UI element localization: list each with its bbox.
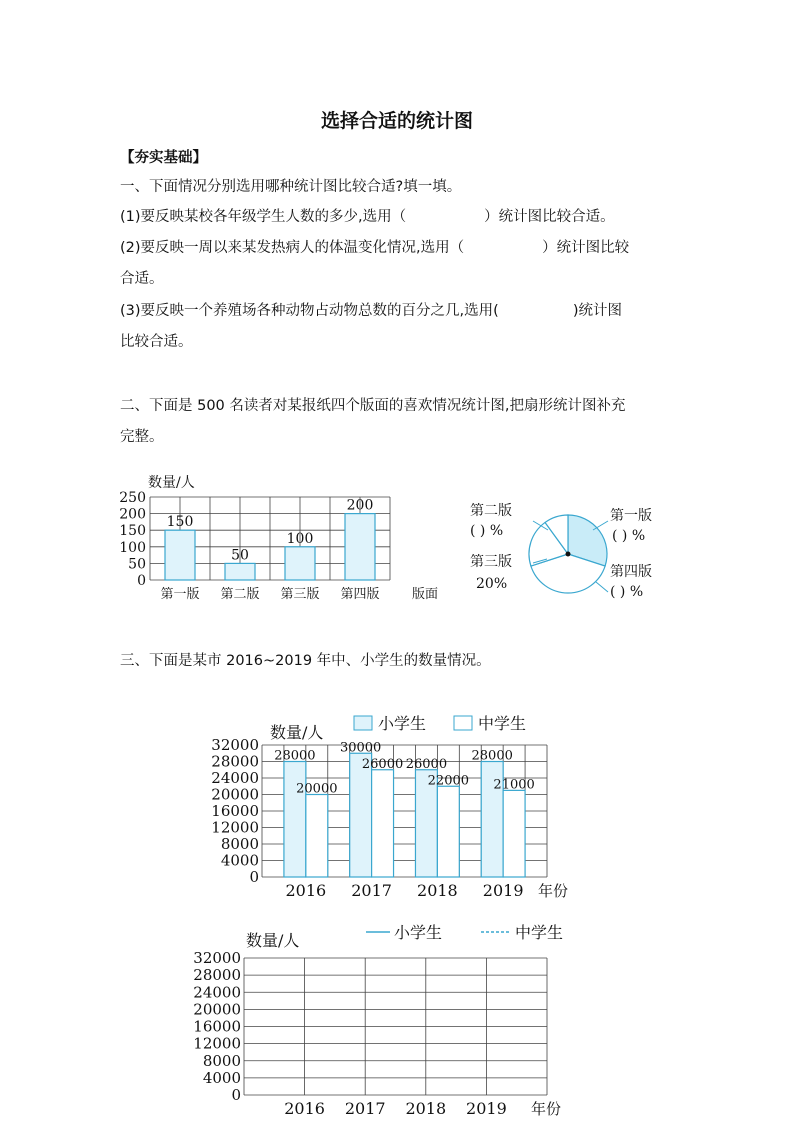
x-tick-label: 2018 [417,881,458,900]
y-tick-label: 0 [231,1086,241,1104]
q1-item-2-before: (2)要反映一周以来某发热病人的体温变化情况,选用（ [120,240,465,256]
y-tick-label: 8000 [220,835,259,853]
bar-value-label: 22000 [427,773,470,789]
bar-value-label: 150 [166,514,194,531]
y-tick-label: 8000 [202,1051,241,1070]
x-tick-label: 第一版 [160,587,200,602]
bar [437,786,459,877]
x-tick-label: 2019 [482,881,524,900]
y-tick-label: 100 [119,539,146,556]
q1-item-1-before: (1)要反映某校各年级学生人数的多少,选用（ [120,209,407,225]
chart4-xlabel: 年份 [531,1100,562,1118]
bar-value-label: 26000 [361,756,404,772]
bar [165,530,195,580]
legend-middle-label: 中学生 [478,714,527,733]
y-tick-label: 20000 [211,785,259,804]
q1-item-1-after: ）统计图比较合适。 [484,209,615,225]
x-tick-label: 第四版 [340,587,380,602]
x-tick-label: 第二版 [220,587,260,602]
students-line-chart [193,923,563,1118]
q1-item-3-before: (3)要反映一个养殖场各种动物占动物总数的百分之几,选用( [120,303,499,319]
chart3-ylabel: 数量/人 [270,723,324,742]
y-tick-label: 24000 [211,769,259,787]
bar-value-label: 26000 [405,756,448,772]
x-tick-label: 2019 [466,1099,507,1118]
bar-value-label: 100 [286,530,314,547]
students-bar-chart [211,714,568,900]
q1-item-3-cont: 比较合适。 [120,334,193,350]
chart3-xlabel: 年份 [538,882,569,900]
x-tick-label: 2016 [285,881,327,900]
q1-item-3-after: )统计图 [572,303,622,319]
y-tick-label: 200 [119,506,146,523]
chart1-ylabel: 数量/人 [148,475,195,491]
q2-stem-line1: 二、下面是 500 名读者对某报纸四个版面的喜欢情况统计图,把扇形统计图补充 [120,398,626,414]
bar-value-label: 28000 [274,748,316,764]
bar [350,753,372,877]
y-tick-label: 4000 [202,1068,241,1087]
chart1-xlabel: 版面 [412,587,439,602]
y-tick-label: 16000 [193,1017,241,1036]
q1-item-2-cont: 合适。 [120,271,164,287]
pie-pct-first: ( ) % [612,528,646,544]
bar [225,563,255,580]
y-tick-label: 32000 [211,736,259,754]
y-tick-label: 0 [137,573,146,589]
q3-stem: 三、下面是某市 2016~2019 年中、小学生的数量情况。 [120,653,491,669]
pie-label-fourth: 第四版 [610,564,652,580]
reader-bar-chart [119,474,438,602]
y-tick-label: 28000 [193,966,241,985]
x-tick-label: 2016 [284,1099,325,1118]
legend-middle-swatch [454,716,472,730]
y-tick-label: 12000 [193,1034,241,1053]
y-tick-label: 20000 [193,1000,241,1019]
section-heading: 【夯实基础】 [120,150,207,166]
pie-pct-second: ( ) % [470,523,504,539]
y-tick-label: 50 [128,556,146,573]
pie-label-first: 第一版 [610,508,652,524]
bar-value-label: 21000 [493,777,535,793]
q1-stem: 一、下面情况分别选用哪种统计图比较合适?填一填。 [120,179,462,195]
y-tick-label: 28000 [211,752,259,771]
bar-value-label: 30000 [339,740,382,756]
y-tick-label: 12000 [211,818,259,837]
bar [306,795,328,878]
legend-primary-swatch [354,716,372,730]
pie-label-third: 第三版 [470,554,512,570]
x-tick-label: 2017 [351,881,392,900]
reader-pie-chart [470,503,652,600]
bar [284,762,306,878]
bar-value-label: 28000 [471,748,513,764]
q2-stem-line2: 完整。 [120,429,164,445]
y-tick-label: 150 [119,523,146,540]
legend-primary-label: 小学生 [378,714,427,733]
pie-pct-third: 20% [476,576,508,592]
q1-item-2-after: ）统计图比较 [542,240,630,256]
y-tick-label: 0 [249,868,259,886]
page-title: 选择合适的统计图 [320,110,473,132]
bar [372,770,394,877]
pie-leader-line [596,582,608,592]
bar-value-label: 50 [231,547,249,564]
bar [503,790,525,877]
legend-line-primary-label: 小学生 [394,923,443,942]
legend-line-middle-label: 中学生 [515,923,564,942]
y-tick-label: 24000 [193,983,241,1002]
pie-center-dot [566,552,571,557]
bar [285,547,315,580]
chart4-ylabel: 数量/人 [246,931,300,950]
pie-label-second: 第二版 [470,503,512,519]
x-tick-label: 2018 [405,1099,447,1118]
bar [345,514,375,580]
y-tick-label: 16000 [211,802,259,820]
x-tick-label: 第三版 [280,587,320,602]
y-tick-label: 4000 [220,851,259,870]
y-tick-label: 32000 [193,949,241,967]
y-tick-label: 250 [119,490,146,506]
bar-value-label: 20000 [296,781,338,797]
pie-pct-fourth: ( ) % [610,584,644,600]
x-tick-label: 2017 [344,1099,386,1118]
bar-value-label: 200 [346,497,374,514]
